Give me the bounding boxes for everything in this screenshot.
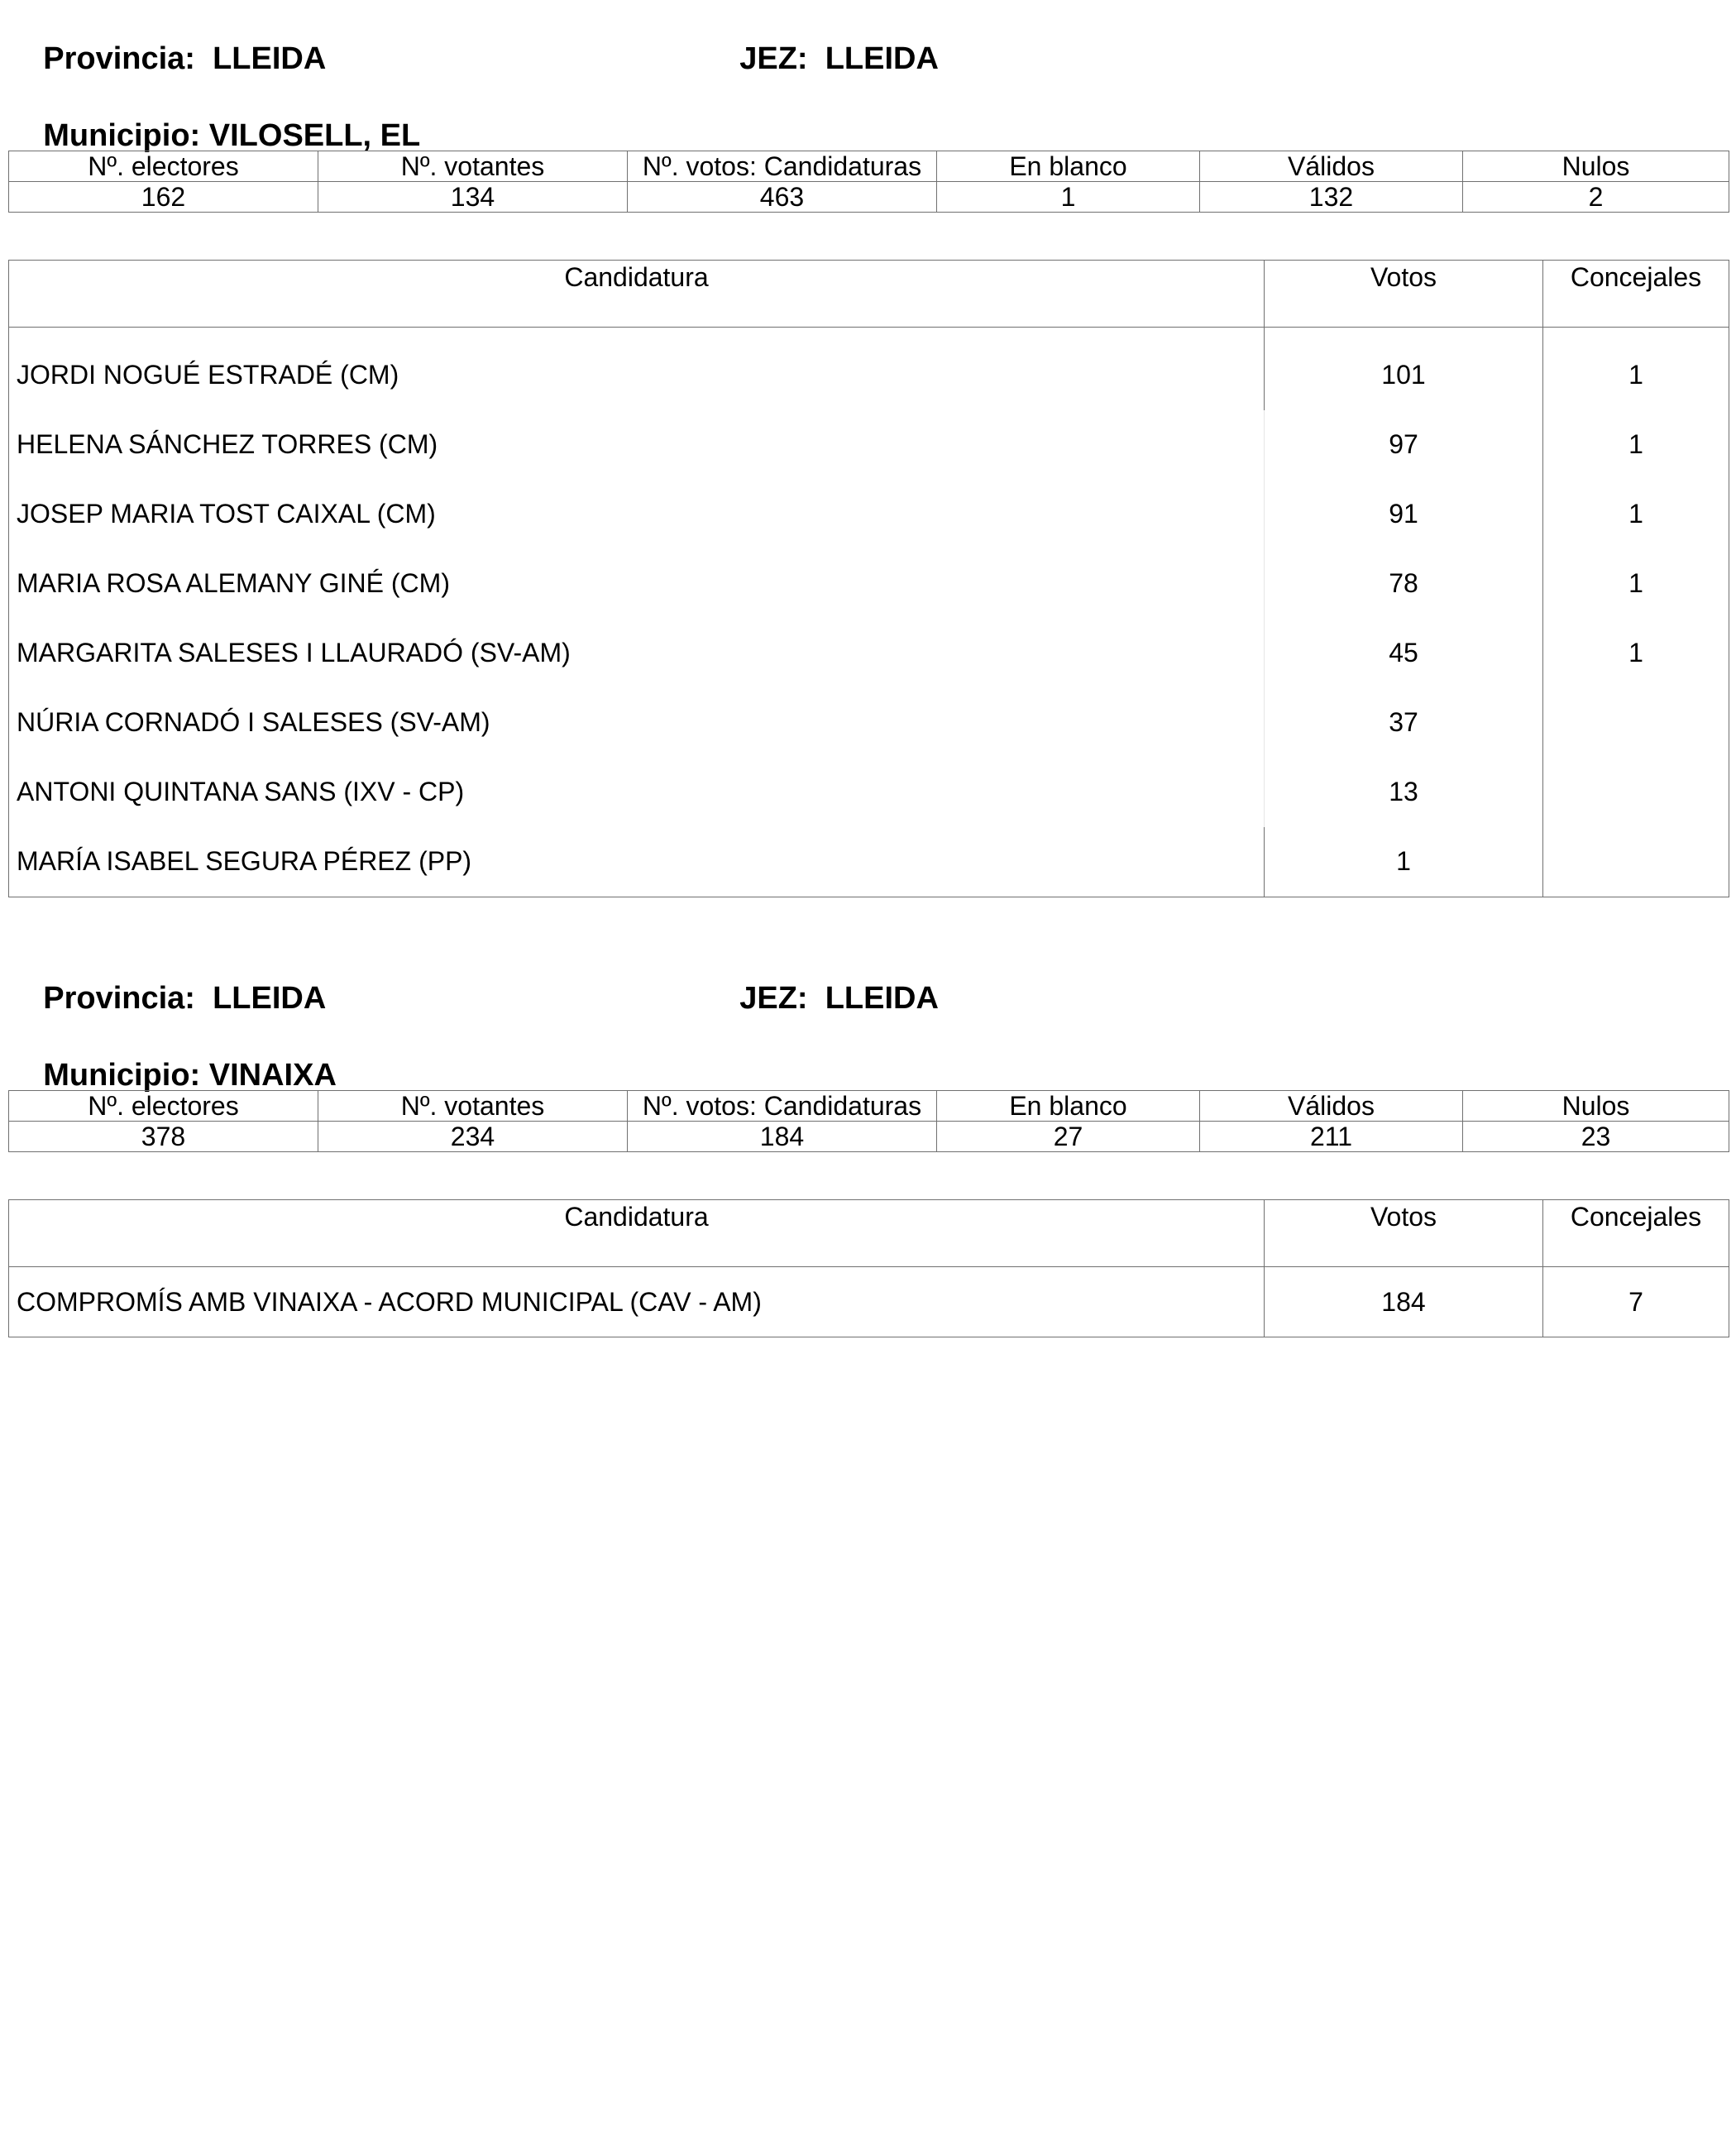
candidate-votos: 97 bbox=[1265, 410, 1543, 480]
header-concejales: Concejales bbox=[1543, 1200, 1729, 1267]
candidates-table bbox=[8, 1199, 1729, 1337]
municipio-section-vinaixa bbox=[8, 940, 1729, 1353]
candidate-concejales: 1 bbox=[1543, 619, 1729, 688]
provincia-label: Provincia: bbox=[43, 981, 195, 1016]
candidate-votos: 37 bbox=[1265, 688, 1543, 758]
stats-header-cell: Nº. votos: Candidaturas bbox=[628, 1091, 937, 1122]
stats-header-cell: Nº. votantes bbox=[318, 151, 628, 182]
candidate-name: NÚRIA CORNADÓ I SALESES (SV-AM) bbox=[9, 688, 1265, 758]
provincia-label: Provincia: bbox=[43, 41, 195, 76]
candidate-concejales: 1 bbox=[1543, 410, 1729, 480]
stats-value-cell: 27 bbox=[937, 1122, 1200, 1152]
header-votos: Votos bbox=[1265, 1200, 1543, 1267]
header-candidatura: Candidatura bbox=[9, 1200, 1265, 1267]
table-row bbox=[9, 480, 1729, 549]
jez-value: LLEIDA bbox=[825, 41, 939, 76]
stats-value-cell: 132 bbox=[1200, 182, 1463, 213]
candidate-name: ANTONI QUINTANA SANS (IXV - CP) bbox=[9, 758, 1265, 827]
stats-table bbox=[8, 1090, 1729, 1152]
stats-header-cell: Nº. votos: Candidaturas bbox=[628, 151, 937, 182]
table-row bbox=[9, 758, 1729, 827]
candidate-name: JORDI NOGUÉ ESTRADÉ (CM) bbox=[9, 328, 1265, 410]
stats-table bbox=[8, 151, 1729, 213]
table-row bbox=[9, 827, 1729, 897]
candidate-name: MARÍA ISABEL SEGURA PÉREZ (PP) bbox=[9, 827, 1265, 897]
jez-line bbox=[705, 2, 939, 116]
stats-value-row bbox=[9, 182, 1729, 213]
candidate-concejales: 1 bbox=[1543, 549, 1729, 619]
provincia-value: LLEIDA bbox=[213, 981, 327, 1016]
candidate-name: MARIA ROSA ALEMANY GINÉ (CM) bbox=[9, 549, 1265, 619]
stats-header-cell: En blanco bbox=[937, 1091, 1200, 1122]
candidate-concejales: 7 bbox=[1543, 1267, 1729, 1337]
candidate-name: COMPROMÍS AMB VINAIXA - ACORD MUNICIPAL (CAV - AM) bbox=[9, 1267, 1265, 1337]
stats-value-cell: 184 bbox=[628, 1122, 937, 1152]
candidates-header-row bbox=[9, 261, 1729, 328]
stats-value-cell: 134 bbox=[318, 182, 628, 213]
stats-header-cell: Nulos bbox=[1463, 1091, 1729, 1122]
candidate-votos: 91 bbox=[1265, 480, 1543, 549]
table-row bbox=[9, 549, 1729, 619]
stats-value-cell: 1 bbox=[937, 182, 1200, 213]
stats-value-cell: 378 bbox=[9, 1122, 318, 1152]
jez-label: JEZ: bbox=[739, 41, 808, 76]
municipio-label: Municipio: bbox=[43, 118, 201, 153]
stats-header-cell: Nº. electores bbox=[9, 1091, 318, 1122]
candidates-header-row bbox=[9, 1200, 1729, 1267]
municipio-value: VINAIXA bbox=[208, 1058, 337, 1093]
candidate-concejales bbox=[1543, 827, 1729, 897]
stats-header-cell: Válidos bbox=[1200, 151, 1463, 182]
table-row bbox=[9, 1267, 1729, 1337]
header-concejales: Concejales bbox=[1543, 261, 1729, 328]
header-candidatura: Candidatura bbox=[9, 261, 1265, 328]
candidate-concejales: 1 bbox=[1543, 328, 1729, 410]
candidate-concejales bbox=[1543, 688, 1729, 758]
table-row bbox=[9, 619, 1729, 688]
stats-value-cell: 234 bbox=[318, 1122, 628, 1152]
stats-header-cell: Nº. votantes bbox=[318, 1091, 628, 1122]
candidate-votos: 1 bbox=[1265, 827, 1543, 897]
candidate-votos: 78 bbox=[1265, 549, 1543, 619]
header-votos: Votos bbox=[1265, 261, 1543, 328]
candidate-concejales: 1 bbox=[1543, 480, 1729, 549]
candidate-name: JOSEP MARIA TOST CAIXAL (CM) bbox=[9, 480, 1265, 549]
candidate-concejales bbox=[1543, 758, 1729, 827]
candidates-table bbox=[8, 260, 1729, 897]
candidate-votos: 45 bbox=[1265, 619, 1543, 688]
stats-value-cell: 2 bbox=[1463, 182, 1729, 213]
table-row bbox=[9, 328, 1729, 410]
candidate-votos: 13 bbox=[1265, 758, 1543, 827]
candidate-votos: 101 bbox=[1265, 328, 1543, 410]
stats-header-cell: Nulos bbox=[1463, 151, 1729, 182]
candidate-name: MARGARITA SALESES I LLAURADÓ (SV-AM) bbox=[9, 619, 1265, 688]
jez-value: LLEIDA bbox=[825, 981, 939, 1016]
municipio-section-vilosell bbox=[8, 0, 1729, 902]
stats-header-row bbox=[9, 1091, 1729, 1122]
table-row bbox=[9, 688, 1729, 758]
stats-header-row bbox=[9, 151, 1729, 182]
jez-label: JEZ: bbox=[739, 981, 808, 1016]
stats-value-cell: 211 bbox=[1200, 1122, 1463, 1152]
provincia-value: LLEIDA bbox=[213, 41, 327, 76]
jez-line bbox=[705, 941, 939, 1055]
municipio-value: VILOSELL, EL bbox=[208, 118, 421, 153]
stats-value-cell: 23 bbox=[1463, 1122, 1729, 1152]
stats-header-cell: En blanco bbox=[937, 151, 1200, 182]
candidate-votos: 184 bbox=[1265, 1267, 1543, 1337]
stats-value-row bbox=[9, 1122, 1729, 1152]
stats-value-cell: 162 bbox=[9, 182, 318, 213]
stats-header-cell: Nº. electores bbox=[9, 151, 318, 182]
stats-header-cell: Válidos bbox=[1200, 1091, 1463, 1122]
candidate-name: HELENA SÁNCHEZ TORRES (CM) bbox=[9, 410, 1265, 480]
stats-value-cell: 463 bbox=[628, 182, 937, 213]
table-row bbox=[9, 410, 1729, 480]
municipio-label: Municipio: bbox=[43, 1058, 201, 1093]
